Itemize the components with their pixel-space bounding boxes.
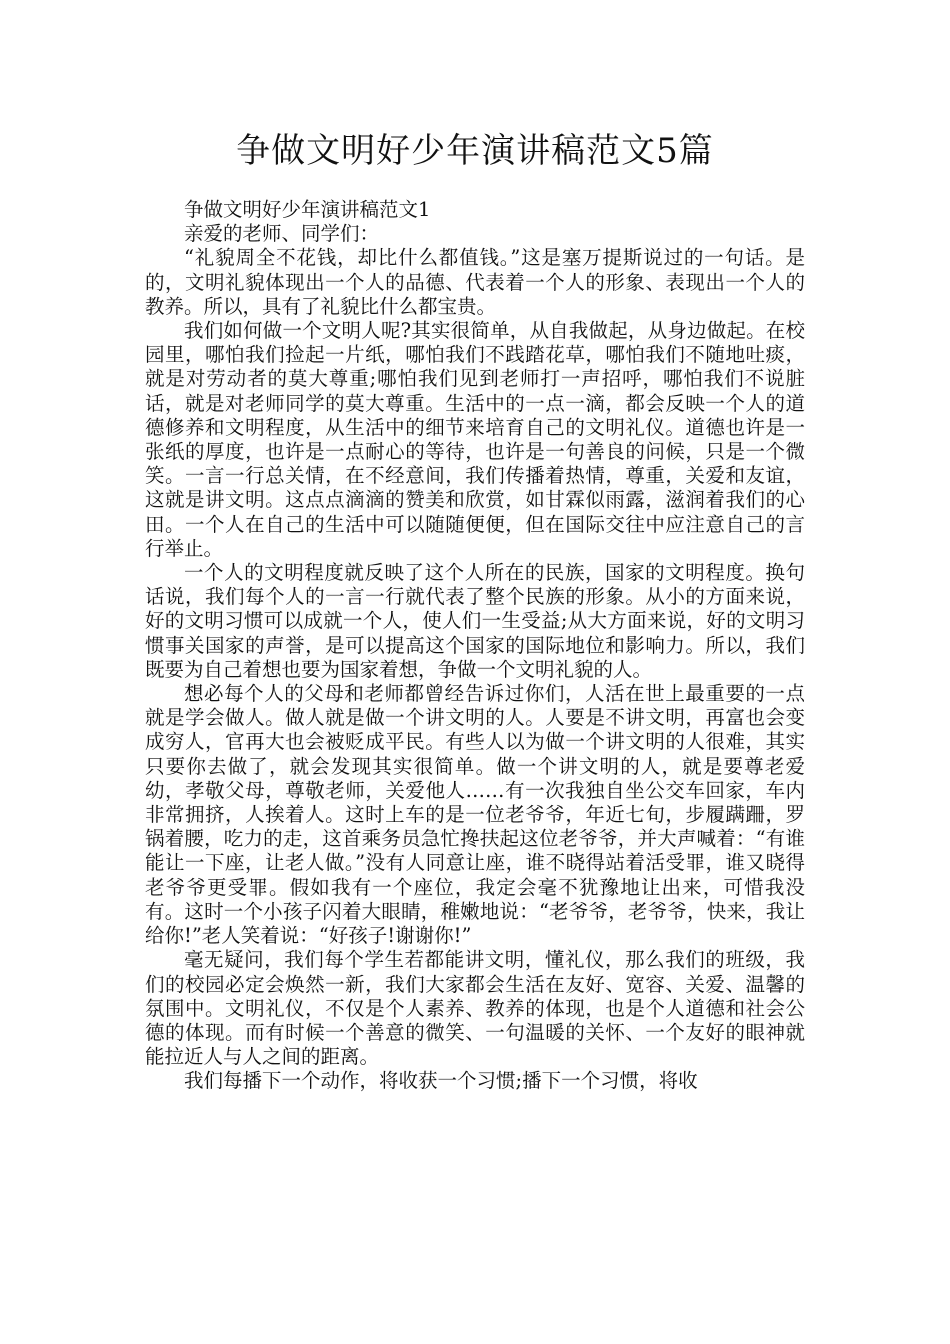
document-body	[145, 198, 805, 1094]
paragraph: 我们如何做一个文明人呢?其实很简单，从自我做起，从身边做起。在校园里，哪怕我们捡起一片纸，哪怕我们不践踏花草，哪怕我们不随地吐痰，就是对劳动者的莫大尊重;哪怕我们见到老师打一声招呼，哪怕我们不说脏话，就是对老师同学的莫大尊重。生活中的一点一滴，都会反映一个人的道德修养和文明程度，从生活中的细节来培育自己的文明礼仪。道德也许是一张纸的厚度，也许是一点耐心的等待，也许是一句善良的问候，只是一个微笑。一言一行总关情，在不经意间，我们传播着热情，尊重，关爱和友谊，这就是讲文明。这点点滴滴的赞美和欣赏，如甘霖似雨露，滋润着我们的心田。一个人在自己的生活中可以随随便便，但在国际交往中应注意自己的言行举止。	[145, 319, 805, 560]
salutation: 亲爱的老师、同学们：	[184, 222, 380, 246]
paragraph: 我们每播下一个动作，将收获一个习惯;播下一个习惯，将收	[184, 1069, 698, 1093]
paragraph: 一个人的文明程度就反映了这个人所在的民族，国家的文明程度。换句话说，我们每个人的一言一行就代表了整个民族的形象。从小的方面来说，好的文明习惯可以成就一个人，使人们一生受益;从大方面来说，好的文明习惯事关国家的声誉，是可以提高这个国家的国际地位和影响力。所以，我们既要为自己着想也要为国家着想，争做一个文明礼貌的人。	[145, 561, 805, 681]
paragraph: 毫无疑问，我们每个学生若都能讲文明，懂礼仪，那么我们的班级，我们的校园必定会焕然一新，我们大家都会生活在友好、宽容、关爱、温馨的氛围中。文明礼仪，不仅是个人素养、教养的体现，也是个人道德和社会公德的体现。而有时候一个善意的微笑、一句温暖的关怀、一个友好的眼神就能拉近人与人之间的距离。	[145, 948, 805, 1069]
document-title: 争做文明好少年演讲稿范文5篇	[236, 131, 714, 171]
paragraph: “礼貌周全不花钱，却比什么都值钱。”这是塞万提斯说过的一句话。是的，文明礼貌体现出一个人的品德、代表着一个人的形象、表现出一个人的教养。所以，具有了礼貌比什么都宝贵。	[145, 246, 805, 318]
paragraph: 想必每个人的父母和老师都曾经告诉过你们，人活在世上最重要的一点就是学会做人。做人就是做一个讲文明的人。人要是不讲文明，再富也会变成穷人，官再大也会被贬成平民。有些人以为做一个讲文明的人很难，其实只要你去做了，就会发现其实很简单。做一个讲文明的人，就是要尊老爱幼，孝敬父母，尊敬老师，关爱他人……有一次我独自坐公交车回家，车内非常拥挤，人挨着人。这时上车的是一位老爷爷，年近七旬，步履蹒跚，罗锅着腰，吃力的走，这首乘务员急忙搀扶起这位老爷爷，并大声喊着：“有谁能让一下座，让老人做。”没有人同意让座，谁不晓得站着活受罪，谁又晓得老爷爷更受罪。假如我有一个座位，我定会毫不犹豫地让出来，可惜我没有。这时一个小孩子闪着大眼睛，稚嫩地说：“老爷爷，老爷爷，快来，我让给你!”老人笑着说：“好孩子!谢谢你!”	[145, 682, 805, 948]
section-heading: 争做文明好少年演讲稿范文1	[184, 198, 431, 221]
